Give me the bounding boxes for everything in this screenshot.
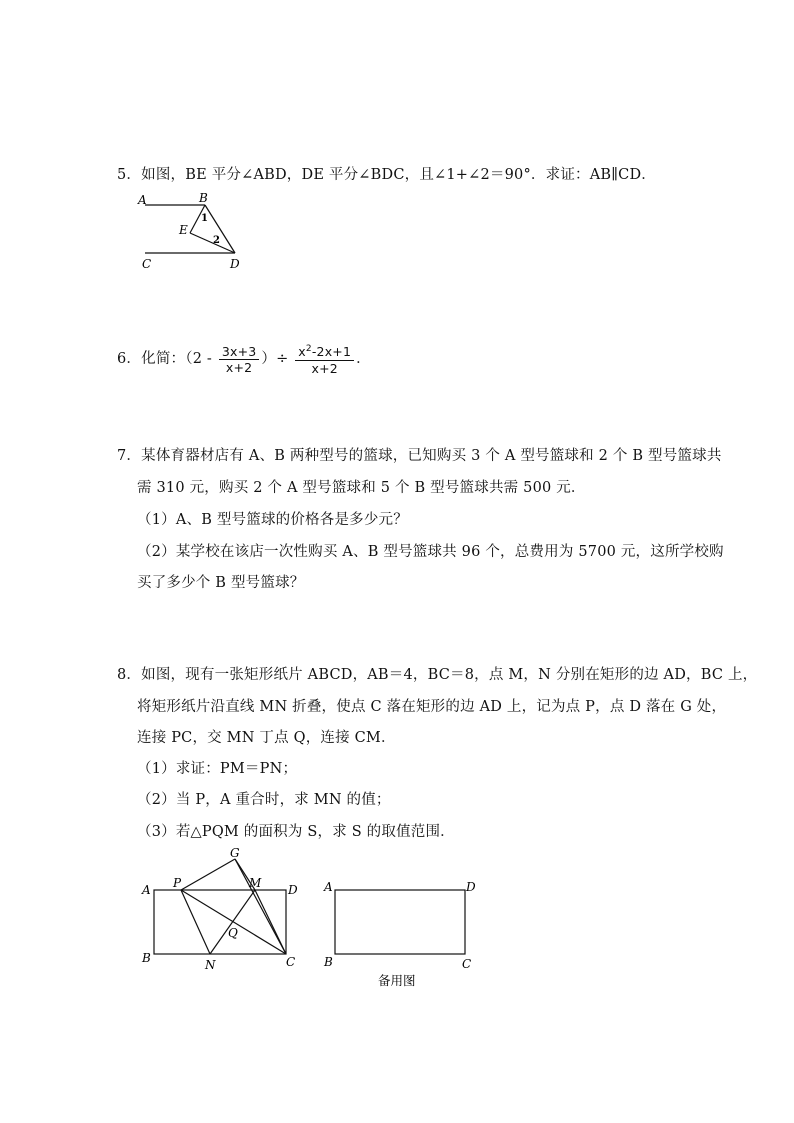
q8-spare-label-c: C (462, 957, 472, 971)
q6-frac2-numerator: $x^2-2x+1$ (295, 342, 354, 360)
q8-spare-label-b: B (324, 955, 333, 969)
q8-figure-spare (320, 875, 485, 990)
q7-part2-line2: 买了多少个 B 型号篮球？ (137, 575, 305, 591)
q8-label-d: D (288, 883, 298, 897)
q6-fraction-1 (219, 344, 260, 375)
q8-part1: （1）求证：PM＝PN； (137, 761, 298, 777)
q6-suffix: ． (356, 351, 371, 367)
q6-prefix: 化简：（2 - (141, 351, 213, 367)
q7-part1: （1）A、B 型号篮球的价格各是多少元？ (137, 512, 408, 528)
q8-part3: （3）若△PQM 的面积为 S，求 S 的取值范围． (137, 824, 455, 840)
q8-label-a: A (142, 883, 151, 897)
q8-label-n: N (205, 958, 216, 972)
q5-number: 5． (117, 167, 142, 183)
q7-number: 7． (117, 448, 142, 464)
q8-spare-label-a: A (324, 880, 333, 894)
q8-label-c: C (286, 955, 296, 969)
q6-text (117, 342, 371, 376)
q5-label-c: C (142, 257, 152, 271)
q8-spare-label-d: D (466, 880, 476, 894)
q8-figure-main (138, 845, 308, 975)
q8-line2: 将矩形纸片沿直线 MN 折叠，使点 C 落在矩形的边 AD 上，记为点 P，点 D 落在 G 处， (137, 699, 727, 715)
q5-figure (135, 190, 250, 272)
q5-label-b: B (199, 191, 208, 205)
q8-part2: （2）当 P，A 重合时，求 MN 的值； (137, 792, 391, 808)
q5-statement: 如图，BE 平分∠ABD，DE 平分∠BDC，且∠1+∠2＝90°．求证：AB∥CD． (141, 167, 656, 183)
q8-spare-caption: 备用图 (378, 973, 416, 988)
q5-label-2: 2 (213, 235, 220, 246)
q6-frac2-denominator: x+2 (311, 360, 338, 376)
q8-label-m: M (249, 876, 262, 890)
q8-label-q: Q (228, 926, 238, 940)
q6-fraction-2 (295, 342, 354, 375)
q5-label-e: E (179, 223, 188, 237)
q7-line2: 需 310 元，购买 2 个 A 型号篮球和 5 个 B 型号篮球共需 500 元． (137, 480, 586, 496)
q8-label-p: P (173, 876, 182, 890)
q8-label-g: G (230, 846, 240, 860)
q6-divide: ）÷ (261, 351, 289, 367)
q6-frac1-numerator: 3x+3 (219, 344, 260, 360)
q6-frac1-denominator: x+2 (225, 359, 253, 375)
q5-label-a: A (138, 193, 147, 207)
q5-label-1: 1 (201, 213, 208, 224)
q7-line1: 7．某体育器材店有 A、B 两种型号的篮球，已知购买 3 个 A 型号篮球和 2 个 B 型号篮球共 (117, 448, 722, 464)
q6-number: 6． (117, 351, 142, 367)
q8-label-b: B (142, 951, 151, 965)
q5-label-d: D (230, 257, 240, 271)
q8-line1: 8．如图，现有一张矩形纸片 ABCD，AB＝4，BC＝8，点 M，N 分别在矩形的边 AD，BC 上， (117, 667, 758, 683)
q7-part2-line1: （2）某学校在该店一次性购买 A、B 型号篮球共 96 个，总费用为 5700 元，这所学校购 (137, 544, 724, 560)
q8-number: 8． (117, 667, 142, 683)
q5-text (117, 166, 656, 184)
q8-line3: 连接 PC，交 MN 丁点 Q，连接 CM． (137, 730, 396, 746)
